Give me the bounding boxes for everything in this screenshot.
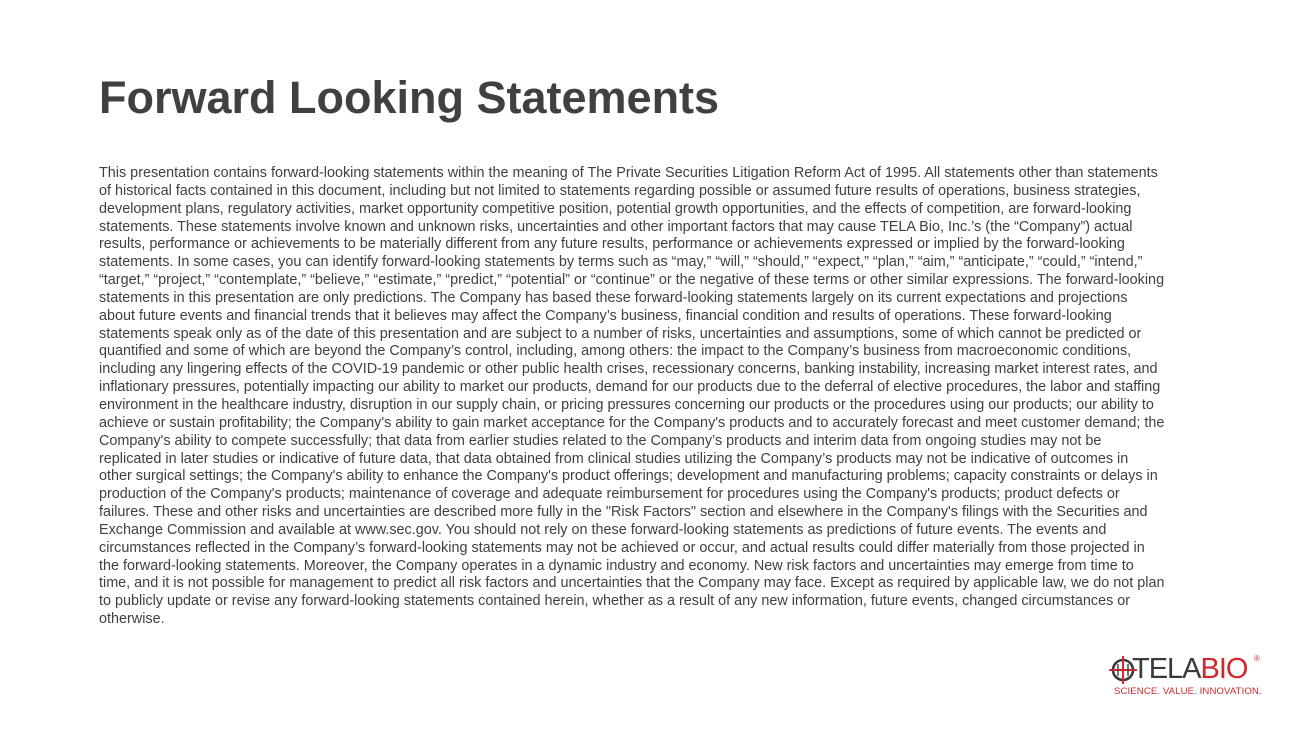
- body-line: Exchange Commission and available at www.sec.gov. You should not rely on these forward-looking statements as predictions of future events. The events and: [99, 521, 1107, 538]
- body-line: of historical facts contained in this document, including but not limited to statements regarding possible or assumed future results of operations, business strategies,: [99, 182, 1141, 199]
- body-line: statements speak only as of the date of this presentation and are subject to a number of risks, uncertainties and assumptions, some of which cannot be predicted or: [99, 325, 1142, 342]
- body-line: otherwise.: [99, 611, 165, 628]
- body-line: about future events and financial trends that it believes may affect the Company’s business, financial condition and results of operations. These forward-looking: [99, 307, 1112, 324]
- body-line: to publicly update or revise any forward-looking statements contained herein, whether as a result of any new information, future events, changed circumstances or: [99, 593, 1131, 610]
- body-line: other surgical settings; the Company's ability to enhance the Company's product offerings; development and manufacturing problems; capacity constraints or delays in: [99, 468, 1158, 485]
- body-line: time, and it is not possible for management to predict all risk factors and uncertainties that the Company may face. Except as required by applicable law, we do not plan: [99, 575, 1165, 592]
- body-line: production of the Company's products; maintenance of coverage and adequate reimbursement for procedures using the Company's products; product defects or: [99, 486, 1120, 503]
- logo-word-bio: BIO: [1200, 653, 1248, 685]
- body-line: statements. In some cases, you can identify forward-looking statements by terms such as “may,” “will,” “should,” “expect,” “plan,” “aim,” “anticipate,” “could,” “intend,”: [99, 254, 1143, 271]
- body-line: environment in the healthcare industry, disruption in our supply chain, or pricing pressures concerning our products or the procedures using our products; our ability to: [99, 396, 1154, 413]
- body-line: development plans, regulatory activities, market opportunity competitive position, potential growth opportunities, and the effects of competition, are forward-looking: [99, 200, 1132, 217]
- body-line: quantified and some of which are beyond the Company’s control, including, among others: the impact to the Company’s business from macroeconomic conditions,: [99, 343, 1132, 360]
- logo-tagline: SCIENCE. VALUE. INNOVATION.: [1114, 686, 1262, 697]
- body-line: This presentation contains forward-looking statements within the meaning of The Private Securities Litigation Reform Act of 1995. All statements other than statements: [99, 165, 1158, 181]
- body-line: inflationary pressures, potentially impacting our ability to market our products, demand for our products due to the deferral of elective procedures, the labor and staffing: [99, 379, 1161, 396]
- body-line: statements. These statements involve known and unknown risks, uncertainties and other important factors that may cause TELA Bio, Inc.’s (the “Company”) actual: [99, 218, 1133, 235]
- body-line: the forward-looking statements. Moreover, the Company operates in a dynamic industry and economy. New risk factors and uncertainties may emerge from time to: [99, 557, 1134, 574]
- registered-mark: ®: [1254, 654, 1260, 663]
- tela-bio-logo: [1108, 654, 1268, 702]
- forward-looking-statements-body: [99, 165, 1202, 629]
- body-line: statements in this presentation are only predictions. The Company has based these forward-looking statements largely on its current expectations and projections: [99, 289, 1128, 306]
- body-line: including any lingering effects of the COVID-19 pandemic or other public health crises, recessionary concerns, banking instability, increasing market interest rates, and: [99, 361, 1158, 378]
- body-line: “target,” “project,” “contemplate,” “believe,” “estimate,” “predict,” “potential” or “continue” or the negative of these terms or other similar expressions. The forward-looking: [99, 272, 1165, 289]
- body-line: replicated in later studies or indicative of future data, that data obtained from clinical studies utilizing the Company’s products may not be indicative of outcomes in: [99, 450, 1129, 467]
- logo-word-tela: TELA: [1132, 653, 1201, 685]
- body-line: results, performance or achievements to be materially different from any future results, performance or achievements expressed or implied by the forward-looking: [99, 236, 1125, 253]
- logo-wordmark: [1132, 654, 1248, 685]
- body-line: Company's ability to compete successfully; that data from earlier studies related to the Company’s products and interim data from ongoing studies may not be: [99, 432, 1102, 449]
- body-line: failures. These and other risks and uncertainties are described more fully in the "Risk Factors" section and elsewhere in the Company's filings with the Securities and: [99, 504, 1148, 521]
- body-line: achieve or sustain profitability; the Company's ability to gain market acceptance for the Company's products and to accurately forecast and meet customer demand; the: [99, 414, 1165, 431]
- body-line: circumstances reflected in the Company’s forward-looking statements may not be achieved or occur, and actual results could differ materially from those projected in: [99, 539, 1145, 556]
- slide-title: Forward Looking Statements: [99, 72, 720, 123]
